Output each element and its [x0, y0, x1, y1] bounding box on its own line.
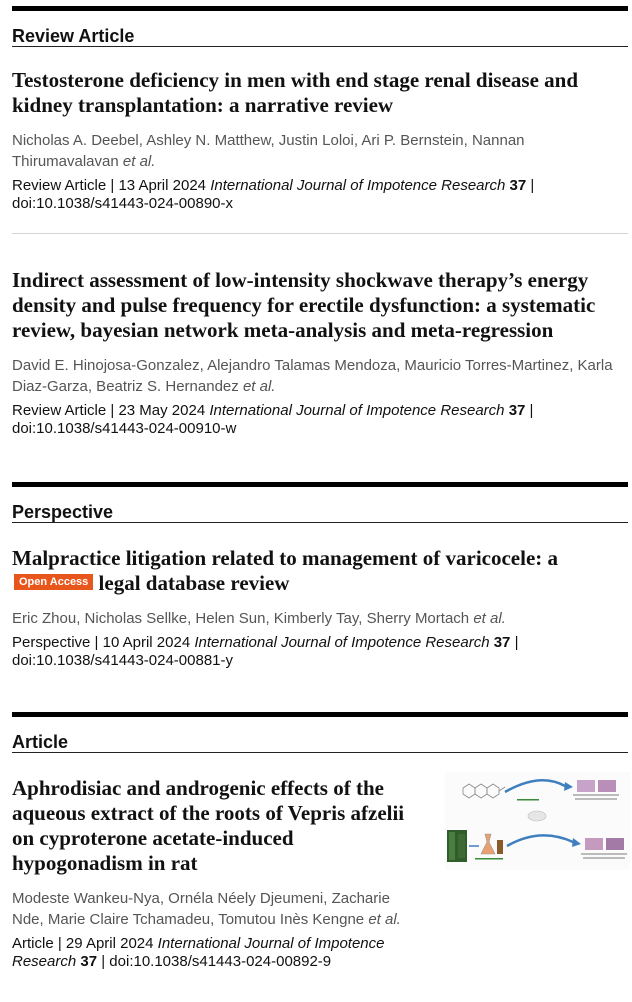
article-doi: doi:10.1038/s41443-024-00892-9 [109, 953, 332, 970]
journal-volume: 37 [509, 177, 527, 194]
article-title-link[interactable]: Indirect assessment of low-intensity shockwave therapy’s energy density and pulse frequency for erectile dysfunction: a systematic review, bayesian network meta-analysis and meta-regression [12, 268, 596, 342]
section-heading: Review Article [12, 26, 135, 46]
article-separator [12, 233, 628, 234]
et-al: et al. [368, 911, 401, 928]
article-card [12, 546, 628, 670]
article-type: Perspective [12, 634, 91, 651]
article-authors [12, 608, 628, 629]
article-date: 29 April 2024 [65, 935, 154, 952]
article-title-text: Malpractice litigation related to management of varicocele: a [12, 546, 559, 570]
journal-name: International Journal of Impotence Research [194, 634, 490, 651]
section-perspective [12, 482, 628, 523]
section-review-article [12, 6, 628, 47]
article-card [12, 268, 628, 438]
article-doi: doi:10.1038/s41443-024-00910-w [12, 420, 237, 437]
section-rule [12, 752, 628, 753]
journal-volume: 37 [508, 402, 526, 419]
article-title-link[interactable]: Testosterone deficiency in men with end stage renal disease and kidney transplantation: a narrative review [12, 68, 579, 117]
journal-name: International Journal of Impotence Research [209, 402, 505, 419]
article-doi: doi:10.1038/s41443-024-00890-x [12, 195, 234, 212]
article-title-link[interactable]: Aphrodisiac and androgenic effects of the aqueous extract of the roots of Vepris afzelii on cyproterone acetate-induced hypogonadism in rat [12, 776, 405, 875]
author-list: David E. Hinojosa-Gonzalez, Alejandro Talamas Mendoza, Mauricio Torres-Martinez, Karla Diaz-Garza, Beatriz S. Hernandez [12, 357, 613, 395]
author-list: Modeste Wankeu-Nya, Ornéla Néely Djeumeni, Zacharie Nde, Marie Claire Tchamadeu, Tomutou Inès Kengne [12, 890, 390, 928]
open-access-badge: Open Access [14, 574, 93, 590]
graphical-abstract-thumbnail[interactable] [445, 772, 630, 870]
article-authors [12, 355, 628, 397]
et-al: et al. [122, 153, 156, 170]
article-meta: Review Article | 13 April 2024 International Journal of Impotence Research 37 | doi:10.1038/s41443-024-00890-x [12, 177, 535, 212]
article-authors [12, 888, 422, 930]
article-meta: Perspective | 10 April 2024 International Journal of Impotence Research 37 | doi:10.1038/s41443-024-00881-y [12, 634, 519, 669]
article-meta: Review Article | 23 May 2024 International Journal of Impotence Research 37 | doi:10.1038/s41443-024-00910-w [12, 402, 534, 437]
et-al: et al. [242, 378, 276, 395]
journal-volume: 37 [80, 953, 98, 970]
article-card [12, 776, 422, 971]
article-date: 10 April 2024 [102, 634, 191, 651]
section-heading: Perspective [12, 502, 114, 522]
journal-name: International Journal of Impotence Research [12, 935, 385, 970]
article-type: Review Article [12, 177, 107, 194]
article-card [12, 68, 628, 213]
journal-name: International Journal of Impotence Research [210, 177, 506, 194]
graphical-abstract-image [445, 772, 630, 870]
article-type: Article [12, 935, 54, 952]
article-authors [12, 130, 628, 172]
journal-volume: 37 [493, 634, 511, 651]
section-heading: Article [12, 732, 69, 752]
article-meta: Article | 29 April 2024 International Journal of Impotence Research 37 | doi:10.1038/s41443-024-00892-9 [12, 935, 385, 970]
article-type: Review Article [12, 402, 107, 419]
et-al: et al. [473, 610, 506, 627]
author-list: Eric Zhou, Nicholas Sellke, Helen Sun, Kimberly Tay, Sherry Mortach [12, 610, 470, 627]
article-title-text-cont: legal database review [98, 571, 290, 595]
article-doi: doi:10.1038/s41443-024-00881-y [12, 652, 234, 669]
author-list: Nicholas A. Deebel, Ashley N. Matthew, Justin Loloi, Ari P. Bernstein, Nannan Thirumavalavan [12, 132, 525, 170]
article-date: 23 May 2024 [118, 402, 206, 419]
section-article [12, 712, 628, 753]
article-title-link[interactable] [12, 546, 628, 596]
article-date: 13 April 2024 [118, 177, 207, 194]
